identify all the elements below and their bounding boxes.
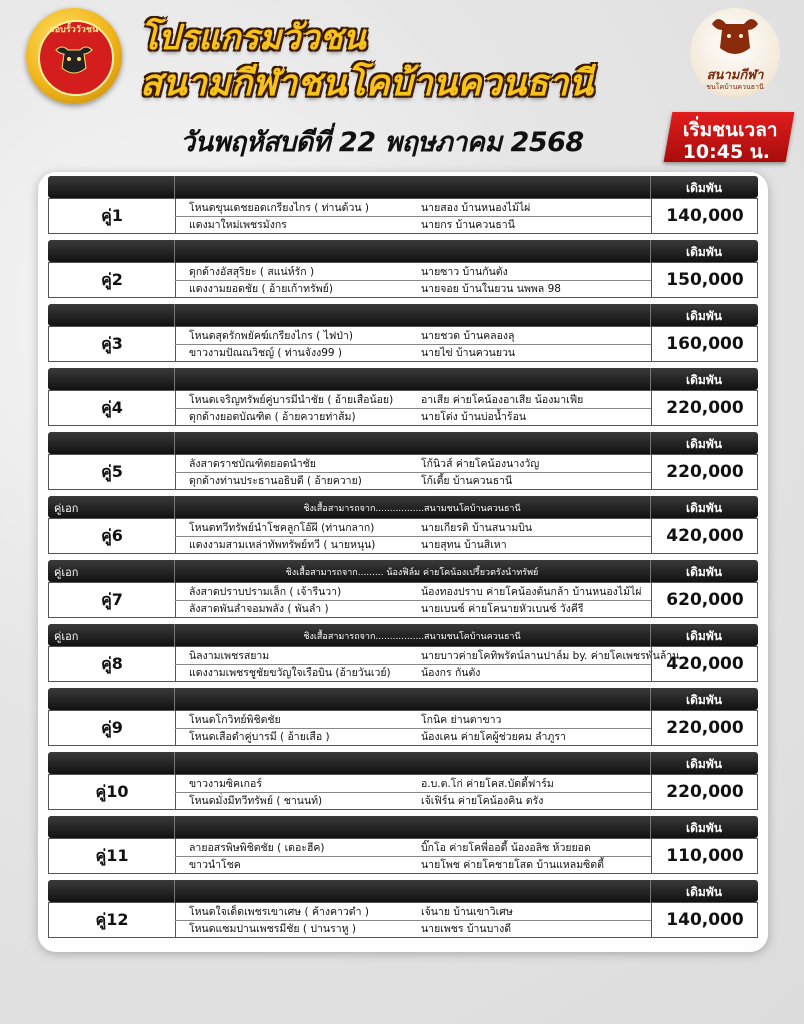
main-event-tag: คู่เอก xyxy=(54,502,79,515)
stake-amount: 160,000 xyxy=(651,327,758,361)
match-body xyxy=(48,838,758,874)
pair-number: คู่10 xyxy=(49,775,176,809)
right-logo xyxy=(690,8,780,98)
contender-a xyxy=(189,392,649,409)
match-body xyxy=(48,774,758,810)
divider xyxy=(174,688,175,710)
match-block xyxy=(48,560,758,618)
left-logo-text: รอบรั้ววัวชน xyxy=(49,25,99,35)
owner-name: นายซาว บ้านกันตัง xyxy=(421,266,508,278)
match-block xyxy=(48,816,758,874)
start-time: 10:45 น. xyxy=(682,141,771,163)
cow-name: ดุกด้างยอดบัณฑิต ( อ้ายควายท่าส้ม) xyxy=(189,411,356,423)
divider xyxy=(174,432,175,454)
match-header xyxy=(48,496,758,518)
bet-label: เดิมพัน xyxy=(686,181,722,195)
pair-number: คู่7 xyxy=(49,583,176,617)
owner-name: นายเกียรติ บ้านสนามบิน xyxy=(421,522,533,534)
owner-name: โกนิค ย่านตาขาว xyxy=(421,714,502,726)
match-header xyxy=(48,624,758,646)
cow-name: นิลงามเพชรสยาม xyxy=(189,650,270,662)
contender-a xyxy=(189,328,649,345)
contender-b xyxy=(189,857,649,874)
divider xyxy=(174,176,175,198)
match-header xyxy=(48,880,758,902)
match-header xyxy=(48,240,758,262)
divider xyxy=(174,240,175,262)
owner-name: นายสุทน บ้านสิเหา xyxy=(421,539,507,551)
owner-name: นายเพชร บ้านบางดี xyxy=(421,923,512,935)
cow-name: โหนดมั่งมีทวีทรัพย์ ( ชานนท์) xyxy=(189,795,323,807)
contender-a xyxy=(189,264,649,281)
owner-name: นายบาวค่ายโคทิพรัตน์ลานปาล์ม by. ค่ายโคเพชรพันล้าน xyxy=(421,650,680,662)
match-block xyxy=(48,304,758,362)
contender-a xyxy=(189,584,649,601)
contender-b xyxy=(189,281,649,298)
pair-number: คู่4 xyxy=(49,391,176,425)
owner-name: นายจอย บ้านในยวน นพพล 98 xyxy=(421,283,561,295)
cow-name: ขาวงามซิคเกอร์ xyxy=(189,778,262,790)
owner-name: บิ๊กโอ ค่ายโคพี่ออดี้ น้องอลิซ ห้วยยอด xyxy=(421,842,591,854)
owner-name: น้องทองปราบ ค่ายโคน้องต้นกล้า บ้านหนองไม้ไผ่ xyxy=(421,586,642,598)
pair-number: คู่9 xyxy=(49,711,176,745)
event-date: วันพฤหัสบดีที่ 22 พฤษภาคม 2568 xyxy=(180,127,584,158)
match-body xyxy=(48,710,758,746)
pair-number: คู่5 xyxy=(49,455,176,489)
pair-number: คู่12 xyxy=(49,903,176,937)
divider xyxy=(174,880,175,902)
stake-amount: 150,000 xyxy=(651,263,758,297)
contender-a xyxy=(189,456,649,473)
stake-amount: 420,000 xyxy=(651,647,758,681)
cow-name: โหนดใจเด็ดเพชรเขาเศษ ( ค้างคาวดำ ) xyxy=(189,906,369,918)
cow-name: ขาวนำโชค xyxy=(189,859,241,871)
match-body xyxy=(48,390,758,426)
match-block xyxy=(48,176,758,234)
cow-name: โหนดสุดรักพยัคฆ์เกรียงไกร ( ไฟป่า) xyxy=(189,330,353,342)
pair-number: คู่1 xyxy=(49,199,176,233)
stake-amount: 220,000 xyxy=(651,391,758,425)
owner-name: นายโพช ค่ายโคชายโสด บ้านแหลมซิตตี้ xyxy=(421,859,604,871)
owner-name: อาเสีย ค่ายโคน้องอาเสีย น้องมาเฟีย xyxy=(421,394,584,406)
pair-number: คู่3 xyxy=(49,327,176,361)
owner-name: นายกร บ้านควนธานี xyxy=(421,219,515,231)
stake-amount: 220,000 xyxy=(651,455,758,489)
divider xyxy=(174,304,175,326)
cow-name: โหนดโกวิทย์พิชิตชัย xyxy=(189,714,281,726)
match-table xyxy=(38,172,768,952)
left-logo xyxy=(26,8,122,104)
stake-amount: 620,000 xyxy=(651,583,758,617)
owner-name: นายสอง บ้านหนองไม้ไผ่ xyxy=(421,202,531,214)
match-block xyxy=(48,240,758,298)
owner-name: นายชวด บ้านคลองลุ xyxy=(421,330,515,342)
owner-name: โก้นิวส์ ค่ายโคน้องนางวัญ xyxy=(421,458,540,470)
match-body xyxy=(48,198,758,234)
match-header xyxy=(48,304,758,326)
stake-amount: 420,000 xyxy=(651,519,758,553)
main-event-tag: คู่เอก xyxy=(54,566,79,579)
match-header xyxy=(48,560,758,582)
cow-name: โหนดขุนเดชยอดเกรียงไกร ( ท่านด้วน ) xyxy=(189,202,369,214)
pair-number: คู่6 xyxy=(49,519,176,553)
bull-head-icon xyxy=(710,14,760,60)
match-block xyxy=(48,880,758,938)
contender-a xyxy=(189,200,649,217)
right-logo-subtext: ชนโคบ้านควนธานี xyxy=(706,83,764,91)
bet-label: เดิมพัน xyxy=(686,245,722,259)
owner-name: โก้เตี้ย บ้านควนธานี xyxy=(421,475,513,487)
bet-label: เดิมพัน xyxy=(686,885,722,899)
match-header xyxy=(48,752,758,774)
owner-name: น้องเคน ค่ายโคผู้ช่วยคม ลำภูรา xyxy=(421,731,566,743)
match-header xyxy=(48,688,758,710)
divider xyxy=(174,816,175,838)
venue-title: สนามกีฬาชนโคบ้านควนธานี xyxy=(140,63,593,104)
contender-a xyxy=(189,712,649,729)
contender-b xyxy=(189,921,649,938)
cow-name: ลังสาดพันลำจอมพลัง ( พันลำ ) xyxy=(189,603,329,615)
contender-a xyxy=(189,776,649,793)
start-label: เริ่มชนเวลา xyxy=(682,119,778,141)
contender-b xyxy=(189,409,649,426)
cow-name: ลังสาดปราบปรามเล็ก ( เจ้ารีนวา) xyxy=(189,586,342,598)
cow-name: แดงมาใหม่เพชรมังกร xyxy=(189,219,287,231)
cow-name: ดุกด้างท่านประธานอธิบดี ( อ้ายควาย) xyxy=(189,475,362,487)
owner-name: นายไข่ บ้านควนยวน xyxy=(421,347,516,359)
match-body xyxy=(48,646,758,682)
stake-amount: 140,000 xyxy=(651,199,758,233)
bet-label: เดิมพัน xyxy=(686,501,722,515)
match-block xyxy=(48,432,758,490)
cow-name: ลายอสรพิษพิชิตชัย ( เดอะฮีค) xyxy=(189,842,325,854)
program-title: โปรแกรมวัวชน xyxy=(140,18,366,58)
cow-name: ขาวงามปัณณวิชญ์ ( ท่านจังง99 ) xyxy=(189,347,342,359)
divider xyxy=(174,368,175,390)
contender-a xyxy=(189,840,649,857)
owner-name: เจ้เฟิร์น ค่ายโคน้องคิน ตรัง xyxy=(421,795,544,807)
owner-name: อ.บ.ต.โก่ ค่ายโคส.บัดดี้ฟาร์ม xyxy=(421,778,554,790)
bet-label: เดิมพัน xyxy=(686,565,722,579)
stake-amount: 140,000 xyxy=(651,903,758,937)
contender-a xyxy=(189,648,680,665)
bet-label: เดิมพัน xyxy=(686,821,722,835)
start-time-badge xyxy=(664,112,795,162)
match-header xyxy=(48,176,758,198)
bet-label: เดิมพัน xyxy=(686,437,722,451)
stake-amount: 220,000 xyxy=(651,711,758,745)
contender-b xyxy=(189,217,649,234)
match-header xyxy=(48,816,758,838)
cow-name: โหนดแซมปานเพชรมีชัย ( ปานราหู ) xyxy=(189,923,356,935)
pair-number: คู่8 xyxy=(49,647,176,681)
cow-name: แดงงามเพชรชูชัยขวัญใจเรือบิน (อ้ายวันเวย์) xyxy=(189,667,391,679)
divider xyxy=(174,752,175,774)
contender-b xyxy=(189,665,649,682)
match-block xyxy=(48,496,758,554)
contender-b xyxy=(189,473,649,490)
cow-name: โหนดเจริญทรัพย์คู่บารมีนำชัย ( อ้ายเสือน้อย) xyxy=(189,394,394,406)
contender-b xyxy=(189,345,649,362)
right-logo-text: สนามกีฬา xyxy=(706,68,764,83)
cow-name: แดงงามสามเหล่าทัพทรัพย์ทวี ( นายหนุน) xyxy=(189,539,376,551)
cow-name: ลังสาดราชบัณฑิตยอดนำชัย xyxy=(189,458,316,470)
match-block xyxy=(48,624,758,682)
cow-name: โหนดเสือดำคู่บารมี ( อ้ายเสือ ) xyxy=(189,731,330,743)
match-body xyxy=(48,326,758,362)
contender-b xyxy=(189,793,649,810)
bet-label: เดิมพัน xyxy=(686,693,722,707)
trophy-note: ชิงเสื้อสามารถจาก.................สนามชนโคบ้านควนธานี xyxy=(303,504,521,514)
bull-icon xyxy=(52,42,96,78)
match-header xyxy=(48,432,758,454)
match-body xyxy=(48,902,758,938)
cow-name: ดุกด้างอัสสุริยะ ( สแน่ห์รัก ) xyxy=(189,266,315,278)
bet-label: เดิมพัน xyxy=(686,757,722,771)
owner-name: นายโด่ง บ้านบ่อน้ำร้อน xyxy=(421,411,527,423)
match-block xyxy=(48,368,758,426)
contender-a xyxy=(189,520,649,537)
trophy-note: ชิงเสื้อสามารถจาก.................สนามชนโคบ้านควนธานี xyxy=(303,632,521,642)
match-header xyxy=(48,368,758,390)
contender-b xyxy=(189,537,649,554)
bet-label: เดิมพัน xyxy=(686,629,722,643)
match-body xyxy=(48,518,758,554)
pair-number: คู่11 xyxy=(49,839,176,873)
cow-name: โหนดทวีทรัพย์นำโชคลูกโอ๊ผี (ท่านกลาก) xyxy=(189,522,375,534)
match-block xyxy=(48,752,758,810)
main-event-tag: คู่เอก xyxy=(54,630,79,643)
match-body xyxy=(48,582,758,618)
trophy-note: ชิงเสื้อสามารถจาก......... น้องฟิล์ม ค่ายโคน้องเปรี้ยวตรังนำทรัพย์ xyxy=(285,568,539,578)
contender-a xyxy=(189,904,649,921)
match-body xyxy=(48,454,758,490)
match-body xyxy=(48,262,758,298)
bet-label: เดิมพัน xyxy=(686,309,722,323)
contender-b xyxy=(189,729,649,746)
bet-label: เดิมพัน xyxy=(686,373,722,387)
stake-amount: 220,000 xyxy=(651,775,758,809)
owner-name: เจ้นาย บ้านเขาวิเศษ xyxy=(421,906,513,918)
pair-number: คู่2 xyxy=(49,263,176,297)
owner-name: น้องกร กันตัง xyxy=(421,667,481,679)
contender-b xyxy=(189,601,649,618)
match-block xyxy=(48,688,758,746)
owner-name: นายเบนซ์ ค่ายโคนายหัวเบนซ์ วังคีรี xyxy=(421,603,584,615)
cow-name: แดงงามยอดชัย ( อ้ายเก้าทรัพย์) xyxy=(189,283,333,295)
stake-amount: 110,000 xyxy=(651,839,758,873)
